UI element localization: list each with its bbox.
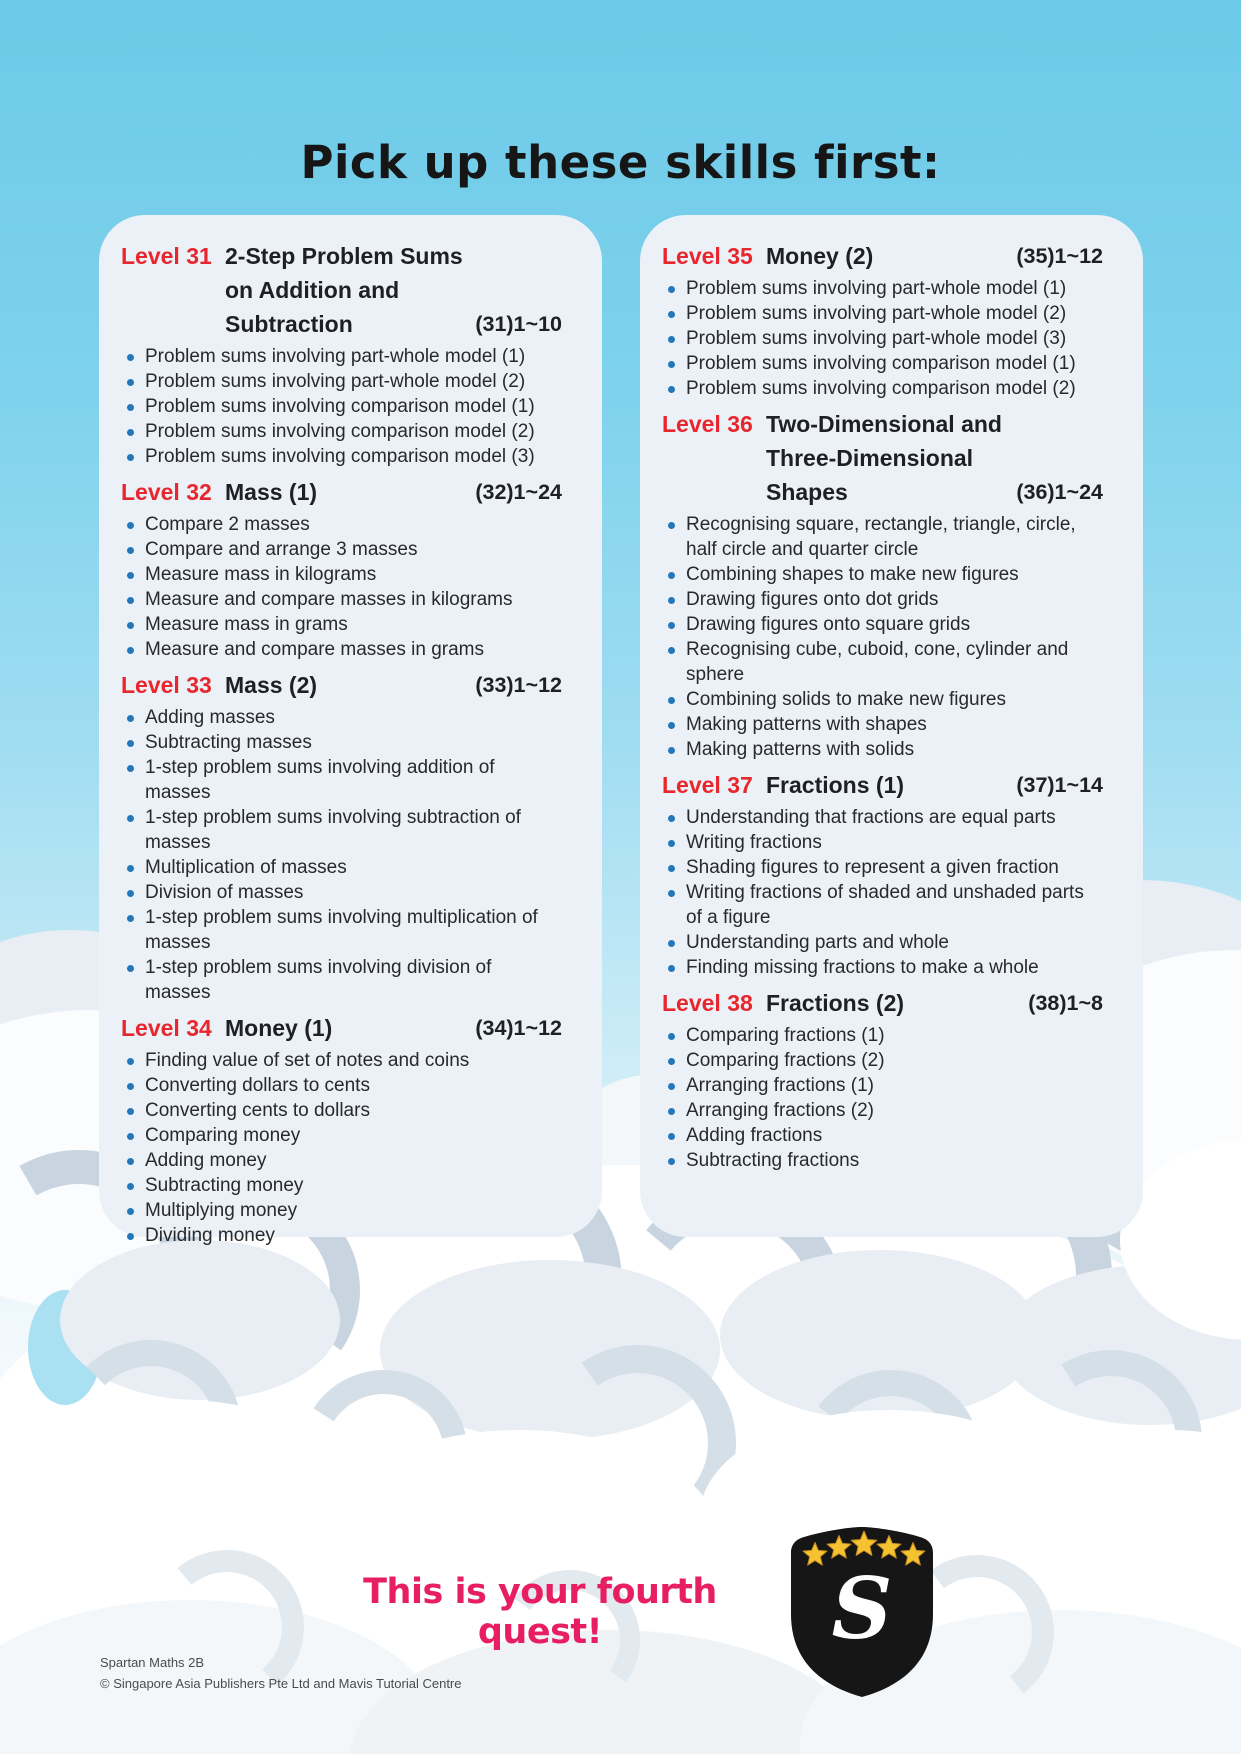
skill-item bbox=[668, 301, 1103, 326]
bullet-icon bbox=[127, 890, 134, 897]
skill-item bbox=[127, 537, 562, 562]
skill-item bbox=[127, 730, 562, 755]
skill-item-label: Adding masses bbox=[145, 707, 275, 728]
skill-item-label: Writing fractions bbox=[686, 832, 822, 853]
level-label: Level 31 bbox=[121, 243, 212, 269]
skill-item-label: Subtracting fractions bbox=[686, 1150, 860, 1171]
bullet-icon bbox=[127, 404, 134, 411]
level-label: Level 32 bbox=[121, 479, 212, 505]
skill-item bbox=[668, 1123, 1103, 1148]
level-label: Level 38 bbox=[662, 990, 753, 1016]
bullet-icon bbox=[668, 1058, 675, 1065]
skill-item bbox=[668, 687, 1103, 712]
bullet-icon bbox=[127, 865, 134, 872]
level-title: Money (2) bbox=[766, 243, 874, 269]
skill-item-label: Making patterns with shapes bbox=[686, 714, 927, 735]
bullet-icon bbox=[668, 697, 675, 704]
skill-item-label: Dividing money bbox=[145, 1225, 275, 1246]
level-title: Mass (2) bbox=[225, 672, 318, 698]
level-heading bbox=[662, 239, 1103, 273]
skill-item bbox=[668, 880, 1103, 930]
bullet-icon bbox=[127, 379, 134, 386]
bullet-icon bbox=[127, 765, 134, 772]
bullet-icon bbox=[668, 940, 675, 947]
bullet-icon bbox=[127, 597, 134, 604]
bullet-icon bbox=[127, 1208, 134, 1215]
bullet-icon bbox=[127, 915, 134, 922]
bullet-icon bbox=[668, 1108, 675, 1115]
skill-item-label: Adding money bbox=[145, 1150, 267, 1171]
skill-item bbox=[668, 376, 1103, 401]
level-section bbox=[662, 768, 1103, 980]
skill-item bbox=[668, 637, 1103, 687]
skills-panel-left bbox=[99, 215, 602, 1246]
skill-item bbox=[668, 612, 1103, 637]
skill-item-label: Subtracting money bbox=[145, 1175, 304, 1196]
skill-item bbox=[127, 344, 562, 369]
bullet-icon bbox=[668, 747, 675, 754]
bullet-icon bbox=[668, 336, 675, 343]
skill-item-label: 1-step problem sums involving division of masses bbox=[145, 957, 492, 1003]
bullet-icon bbox=[127, 429, 134, 436]
skill-item bbox=[127, 705, 562, 730]
bullet-icon bbox=[127, 715, 134, 722]
level-section bbox=[662, 986, 1103, 1173]
skill-item-label: Problem sums involving comparison model (2) bbox=[145, 421, 535, 442]
level-title: Money (1) bbox=[225, 1015, 333, 1041]
skill-item-label: Subtracting masses bbox=[145, 732, 312, 753]
skill-item-label: Adding fractions bbox=[686, 1125, 823, 1146]
skill-item bbox=[668, 830, 1103, 855]
bullet-icon bbox=[127, 454, 134, 461]
level-label: Level 33 bbox=[121, 672, 212, 698]
skill-item bbox=[668, 512, 1103, 562]
skill-list bbox=[121, 705, 562, 1005]
skill-item-label: Measure mass in kilograms bbox=[145, 564, 377, 585]
bullet-icon bbox=[127, 354, 134, 361]
level-heading bbox=[121, 668, 562, 702]
skill-item bbox=[668, 805, 1103, 830]
level-label: Level 37 bbox=[662, 772, 753, 798]
skill-item-label: Making patterns with solids bbox=[686, 739, 915, 760]
skill-item-label: Combining shapes to make new figures bbox=[686, 564, 1019, 585]
skill-item-label: 1-step problem sums involving multiplication of masses bbox=[145, 907, 538, 953]
skill-item-label: Finding missing fractions to make a whole bbox=[686, 957, 1039, 978]
level-heading bbox=[121, 1011, 562, 1045]
level-code: (33)1~12 bbox=[475, 673, 562, 697]
skill-item-label: Comparing fractions (2) bbox=[686, 1050, 885, 1071]
level-code: (37)1~14 bbox=[1016, 773, 1103, 797]
bullet-icon bbox=[668, 965, 675, 972]
level-section bbox=[662, 239, 1103, 401]
skill-item bbox=[127, 1048, 562, 1073]
bullet-icon bbox=[127, 1108, 134, 1115]
bullet-icon bbox=[668, 1033, 675, 1040]
skill-item bbox=[127, 562, 562, 587]
skill-item bbox=[127, 755, 562, 805]
skill-item bbox=[127, 1148, 562, 1173]
level-code: (35)1~12 bbox=[1016, 244, 1103, 268]
level-title: Mass (1) bbox=[225, 479, 318, 505]
skill-item-label: Drawing figures onto square grids bbox=[686, 614, 971, 635]
bullet-icon bbox=[668, 865, 675, 872]
skill-item bbox=[668, 562, 1103, 587]
level-heading bbox=[662, 986, 1103, 1020]
level-code: (31)1~10 bbox=[475, 312, 562, 336]
skill-item bbox=[127, 612, 562, 637]
bullet-icon bbox=[668, 647, 675, 654]
skill-item bbox=[127, 805, 562, 855]
skill-item-label: Multiplying money bbox=[145, 1200, 298, 1221]
bullet-icon bbox=[127, 965, 134, 972]
skill-item bbox=[668, 955, 1103, 980]
bullet-icon bbox=[668, 890, 675, 897]
bullet-icon bbox=[668, 597, 675, 604]
skill-item bbox=[127, 444, 562, 469]
skill-item bbox=[668, 1048, 1103, 1073]
skill-list bbox=[662, 276, 1103, 401]
skill-item-label: Problem sums involving part-whole model (3) bbox=[686, 328, 1067, 349]
level-title: 2-Step Problem Sums on Addition and Subtraction bbox=[225, 243, 463, 337]
skill-list bbox=[121, 344, 562, 469]
skill-list bbox=[121, 512, 562, 662]
bullet-icon bbox=[127, 815, 134, 822]
level-label: Level 34 bbox=[121, 1015, 212, 1041]
level-code: (38)1~8 bbox=[1028, 991, 1103, 1015]
skill-item-label: Finding value of set of notes and coins bbox=[145, 1050, 470, 1071]
level-title: Two-Dimensional and Three-Dimensional Shapes bbox=[766, 411, 1002, 505]
skill-item-label: Comparing fractions (1) bbox=[686, 1025, 885, 1046]
level-section bbox=[121, 668, 562, 1005]
bullet-icon bbox=[668, 361, 675, 368]
skill-item bbox=[668, 737, 1103, 762]
quest-text: This is your fourth quest! bbox=[363, 1572, 717, 1652]
skill-item bbox=[668, 1023, 1103, 1048]
skill-item-label: Measure mass in grams bbox=[145, 614, 348, 635]
bullet-icon bbox=[127, 1133, 134, 1140]
bullet-icon bbox=[127, 740, 134, 747]
level-heading bbox=[121, 475, 562, 509]
skill-item-label: Understanding parts and whole bbox=[686, 932, 950, 953]
bullet-icon bbox=[668, 1083, 675, 1090]
skill-list bbox=[662, 1023, 1103, 1173]
bullet-icon bbox=[127, 1083, 134, 1090]
level-code: (34)1~12 bbox=[475, 1016, 562, 1040]
skills-panel-right bbox=[640, 215, 1143, 1237]
skill-item bbox=[668, 1148, 1103, 1173]
skill-list bbox=[662, 805, 1103, 980]
bullet-icon bbox=[127, 647, 134, 654]
shield-icon bbox=[786, 1524, 938, 1700]
skill-item-label: Compare and arrange 3 masses bbox=[145, 539, 418, 560]
bullet-icon bbox=[668, 1133, 675, 1140]
skill-item bbox=[668, 351, 1103, 376]
skill-item bbox=[127, 369, 562, 394]
skill-item-label: Comparing money bbox=[145, 1125, 301, 1146]
skill-item-label: Problem sums involving comparison model (1) bbox=[686, 353, 1076, 374]
skill-item-label: Compare 2 masses bbox=[145, 514, 310, 535]
skill-item bbox=[668, 1098, 1103, 1123]
bullet-icon bbox=[668, 311, 675, 318]
skill-item-label: Problem sums involving comparison model (2) bbox=[686, 378, 1076, 399]
bullet-icon bbox=[127, 522, 134, 529]
bullet-icon bbox=[668, 1158, 675, 1165]
skill-list bbox=[121, 1048, 562, 1248]
bullet-icon bbox=[668, 522, 675, 529]
skill-item bbox=[127, 512, 562, 537]
skill-item-label: Recognising cube, cuboid, cone, cylinder and sphere bbox=[686, 639, 1069, 685]
level-label: Level 35 bbox=[662, 243, 753, 269]
level-heading bbox=[121, 239, 562, 341]
skill-item bbox=[127, 394, 562, 419]
page-title: Pick up these skills first: bbox=[300, 136, 941, 189]
skill-item-label: Drawing figures onto dot grids bbox=[686, 589, 939, 610]
skill-item-label: Converting dollars to cents bbox=[145, 1075, 370, 1096]
skill-item bbox=[127, 419, 562, 444]
bullet-icon bbox=[668, 722, 675, 729]
skill-item bbox=[127, 587, 562, 612]
skill-item-label: Problem sums involving part-whole model (1) bbox=[145, 346, 526, 367]
skill-item-label: Arranging fractions (2) bbox=[686, 1100, 874, 1121]
skill-item-label: Problem sums involving comparison model (3) bbox=[145, 446, 535, 467]
skill-item-label: Understanding that fractions are equal parts bbox=[686, 807, 1056, 828]
bullet-icon bbox=[668, 815, 675, 822]
bullet-icon bbox=[127, 1183, 134, 1190]
skill-item bbox=[127, 1223, 562, 1248]
skill-item bbox=[668, 587, 1103, 612]
skill-item bbox=[127, 955, 562, 1005]
skill-item bbox=[127, 1173, 562, 1198]
spartan-shield-logo bbox=[786, 1524, 938, 1700]
skill-item bbox=[127, 855, 562, 880]
skill-item bbox=[127, 1073, 562, 1098]
skill-item bbox=[127, 1198, 562, 1223]
skill-item-label: Recognising square, rectangle, triangle, circle, half circle and quarter circle bbox=[686, 514, 1076, 560]
skill-item bbox=[127, 637, 562, 662]
level-title: Fractions (1) bbox=[766, 772, 905, 798]
bullet-icon bbox=[127, 572, 134, 579]
skill-item bbox=[668, 855, 1103, 880]
skill-item-label: Problem sums involving comparison model (1) bbox=[145, 396, 535, 417]
bullet-icon bbox=[127, 622, 134, 629]
skill-item-label: Shading figures to represent a given fraction bbox=[686, 857, 1059, 878]
skill-item bbox=[668, 276, 1103, 301]
skill-item bbox=[127, 880, 562, 905]
skill-item-label: Arranging fractions (1) bbox=[686, 1075, 874, 1096]
skill-item-label: Problem sums involving part-whole model (2) bbox=[686, 303, 1067, 324]
skill-item bbox=[127, 905, 562, 955]
skill-item-label: Converting cents to dollars bbox=[145, 1100, 370, 1121]
bullet-icon bbox=[668, 386, 675, 393]
level-section bbox=[662, 407, 1103, 762]
level-code: (36)1~24 bbox=[1016, 480, 1103, 504]
level-heading bbox=[662, 407, 1103, 509]
level-section bbox=[121, 239, 562, 469]
skill-item bbox=[127, 1098, 562, 1123]
skill-item-label: Problem sums involving part-whole model (1) bbox=[686, 278, 1067, 299]
skill-item bbox=[127, 1123, 562, 1148]
bullet-icon bbox=[127, 547, 134, 554]
bullet-icon bbox=[127, 1158, 134, 1165]
skill-item-label: Multiplication of masses bbox=[145, 857, 347, 878]
level-section bbox=[121, 1011, 562, 1248]
bullet-icon bbox=[668, 622, 675, 629]
skill-list bbox=[662, 512, 1103, 762]
skill-item-label: 1-step problem sums involving subtraction of masses bbox=[145, 807, 521, 853]
level-title: Fractions (2) bbox=[766, 990, 905, 1016]
level-heading bbox=[662, 768, 1103, 802]
skill-item-label: 1-step problem sums involving addition of masses bbox=[145, 757, 495, 803]
level-label: Level 36 bbox=[662, 411, 753, 437]
skill-item-label: Writing fractions of shaded and unshaded parts of a figure bbox=[686, 882, 1084, 928]
skill-item-label: Measure and compare masses in kilograms bbox=[145, 589, 513, 610]
bullet-icon bbox=[668, 286, 675, 293]
level-section bbox=[121, 475, 562, 662]
skill-item-label: Combining solids to make new figures bbox=[686, 689, 1006, 710]
bullet-icon bbox=[668, 840, 675, 847]
skill-item-label: Measure and compare masses in grams bbox=[145, 639, 484, 660]
page-footer bbox=[100, 1652, 462, 1694]
bullet-icon bbox=[127, 1058, 134, 1065]
skill-item bbox=[668, 930, 1103, 955]
shield-letter: S bbox=[831, 1559, 893, 1658]
skill-item bbox=[668, 326, 1103, 351]
level-code: (32)1~24 bbox=[475, 480, 562, 504]
book-title: Spartan Maths 2B bbox=[100, 1655, 205, 1670]
skill-item bbox=[668, 712, 1103, 737]
skill-item-label: Problem sums involving part-whole model (2) bbox=[145, 371, 526, 392]
bullet-icon bbox=[668, 572, 675, 579]
skill-item bbox=[668, 1073, 1103, 1098]
copyright-line: © Singapore Asia Publishers Pte Ltd and Mavis Tutorial Centre bbox=[100, 1676, 462, 1691]
bullet-icon bbox=[127, 1233, 134, 1240]
skill-item-label: Division of masses bbox=[145, 882, 304, 903]
